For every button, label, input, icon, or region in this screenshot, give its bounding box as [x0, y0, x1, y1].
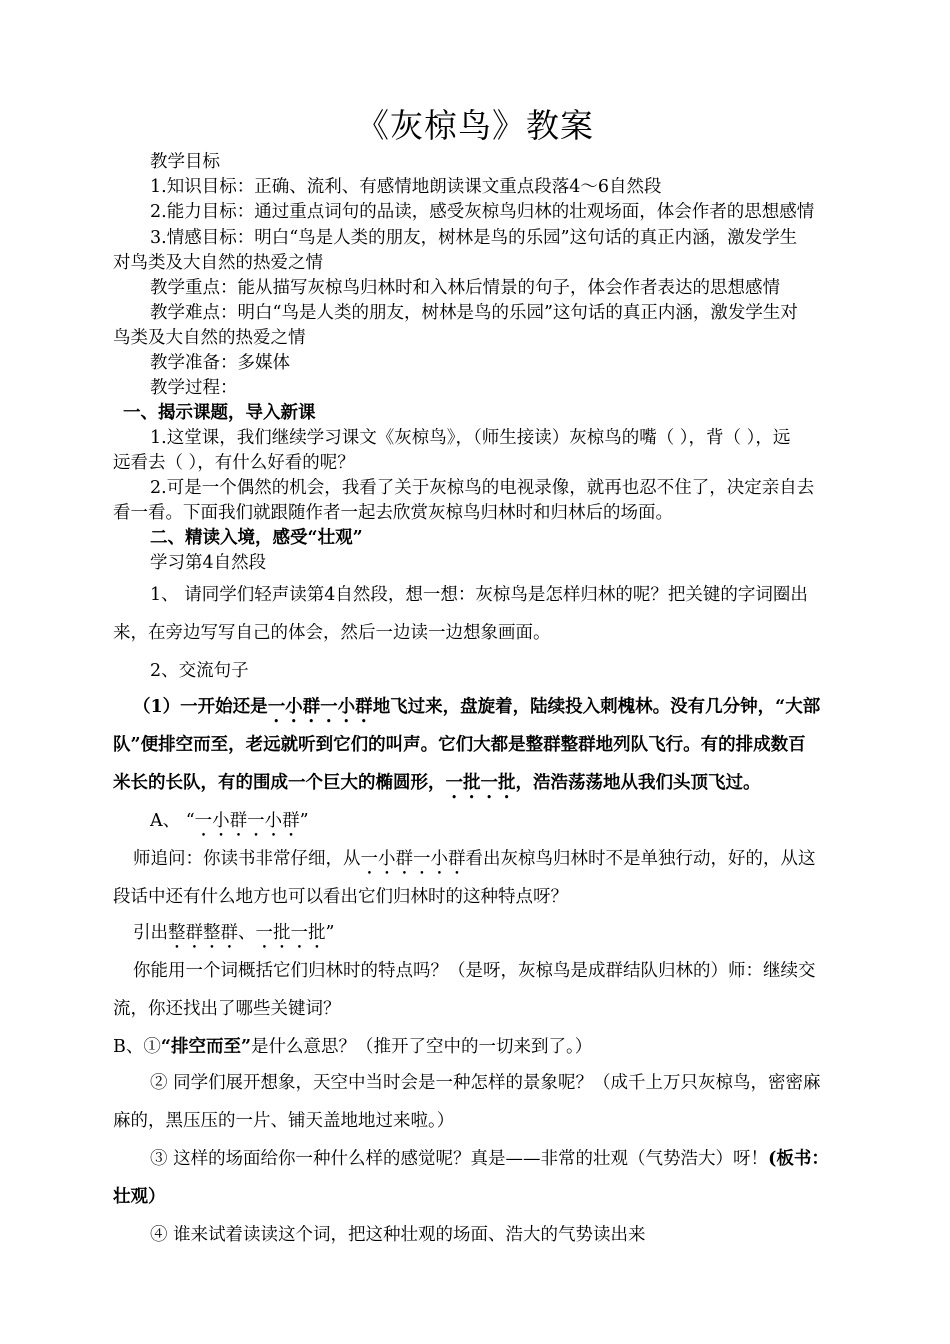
- lead-out-text: 引出: [133, 923, 168, 943]
- emphasized-phrase: 一小群一小群: [194, 811, 300, 831]
- teaching-difficulty: 教学难点：明白“鸟是人类的朋友，树林是鸟的乐园”这句话的真正内涵，激发学生对: [150, 303, 798, 323]
- lead-out-line: [133, 921, 893, 953]
- point-b-1: [113, 1035, 873, 1059]
- quoted-passage-line-1: [133, 695, 893, 727]
- step-2: 2、交流句子: [150, 661, 249, 681]
- emphasized-phrase: 一小群一小群: [267, 697, 373, 717]
- section-two-heading: 二、精读入境，感受“壮观”: [150, 528, 363, 548]
- emphasized-phrase: 一小群一小群: [360, 849, 466, 869]
- teaching-preparation: 教学准备：多媒体: [150, 353, 290, 373]
- point-b-3: [150, 1147, 910, 1171]
- step-1: 1、 请同学们轻声读第4自然段，想一想：灰椋鸟是怎样归林的呢？把关键的字词圈出: [150, 585, 808, 605]
- point-b-2-cont: 麻的，黑压压的一片、铺天盖地地过来啦。）: [113, 1111, 455, 1131]
- paragraph-1-2-cont: 看一看。下面我们就跟随作者一起去欣赏灰椋鸟归林时和归林后的场面。: [113, 503, 673, 523]
- knowledge-objective: 1.知识目标：正确、流利、有感情地朗读课文重点段落4～6自然段: [150, 177, 662, 197]
- emotion-objective: 3.情感目标：明白“鸟是人类的朋友，树林是鸟的乐园”这句话的真正内涵，激发学生: [150, 228, 798, 248]
- passage-text: 地飞过来，盘旋着，陆续投入刺槐林。没有几分钟，“大部: [372, 697, 821, 717]
- emotion-objective-cont: 对鸟类及大自然的热爱之情: [113, 253, 323, 273]
- board-note: (板书：: [768, 1149, 829, 1169]
- paragraph-1-1-cont: 远看去（ ），有什么好看的呢？: [113, 453, 355, 473]
- emphasized-phrase: 整群整群: [168, 923, 238, 943]
- passage-text: （1）一开始还是: [133, 697, 268, 717]
- point-b-label: B、①: [113, 1037, 161, 1057]
- board-note-cont: 壮观）: [113, 1187, 166, 1207]
- study-paragraph-4: 学习第4自然段: [150, 553, 267, 573]
- question-text: 看出灰椋鸟归林时不是单独行动，好的，从这: [465, 849, 816, 869]
- lead-out-text: 、: [238, 923, 256, 943]
- emphasized-phrase: 一批一批: [445, 773, 516, 793]
- section-one-heading: 一、揭示课题，导入新课: [123, 403, 316, 423]
- teaching-difficulty-cont: 鸟类及大自然的热爱之情: [113, 328, 306, 348]
- passage-text: 米长的长队，有的围成一个巨大的椭圆形，: [113, 773, 446, 793]
- paragraph-1-2: 2.可是一个偶然的机会，我看了关于灰椋鸟的电视录像，就再也忍不住了，决定亲自去: [150, 478, 815, 498]
- point-a-label: A、 “: [150, 811, 195, 831]
- paragraph-1-1: 1.这堂课，我们继续学习课文《灰椋鸟》，（师生接读）灰椋鸟的嘴（ ），背（ ），远: [150, 428, 791, 448]
- emphasized-phrase: 一批一批: [255, 923, 326, 943]
- point-a: [150, 809, 910, 841]
- point-b-4: ④ 谁来试着读读这个词，把这种壮观的场面、浩大的气势读出来: [150, 1225, 646, 1245]
- section-heading-objectives: 教学目标: [150, 152, 220, 172]
- teacher-question: [133, 847, 893, 879]
- summary-question: 你能用一个词概括它们归林时的特点吗？（是呀，灰椋鸟是成群结队归林的）师：继续交: [133, 961, 816, 981]
- teacher-question-cont: 段话中还有什么地方也可以看出它们归林时的这种特点呀？: [113, 887, 568, 907]
- summary-question-cont: 流，你还找出了哪些关键词？: [113, 999, 341, 1019]
- quote-mark: ”: [299, 811, 309, 831]
- document-title: 《灰椋鸟》教案: [356, 106, 594, 145]
- point-b-3-text: ③ 这样的场面给你一种什么样的感觉呢？真是——非常的壮观（气势浩大）呀！: [150, 1149, 769, 1169]
- question-text: 师追问：你读书非常仔细，从: [133, 849, 361, 869]
- teaching-focus: 教学重点：能从描写灰椋鸟归林时和入林后情景的句子，体会作者表达的思想感情: [150, 278, 780, 298]
- step-1-cont: 来，在旁边写写自己的体会，然后一边读一边想象画面。: [113, 623, 551, 643]
- teaching-process-label: 教学过程：: [150, 378, 238, 398]
- quoted-passage-line-2: 队”便排空而至，老远就听到它们的叫声。它们大都是整群整群地列队飞行。有的排成数百: [113, 735, 806, 755]
- passage-text: ，浩浩荡荡地从我们头顶飞过。: [515, 773, 761, 793]
- key-phrase: “排空而至”: [160, 1037, 252, 1057]
- ability-objective: 2.能力目标：通过重点词句的品读，感受灰椋鸟归林的壮观场面，体会作者的思想感情: [150, 202, 815, 222]
- quote-mark: ”: [325, 923, 335, 943]
- point-b-text: 是什么意思？（推开了空中的一切来到了。）: [251, 1037, 593, 1057]
- quoted-passage-line-3: [113, 771, 873, 803]
- point-b-2: ② 同学们展开想象，天空中当时会是一种怎样的景象呢？（成千上万只灰椋鸟，密密麻: [150, 1073, 821, 1093]
